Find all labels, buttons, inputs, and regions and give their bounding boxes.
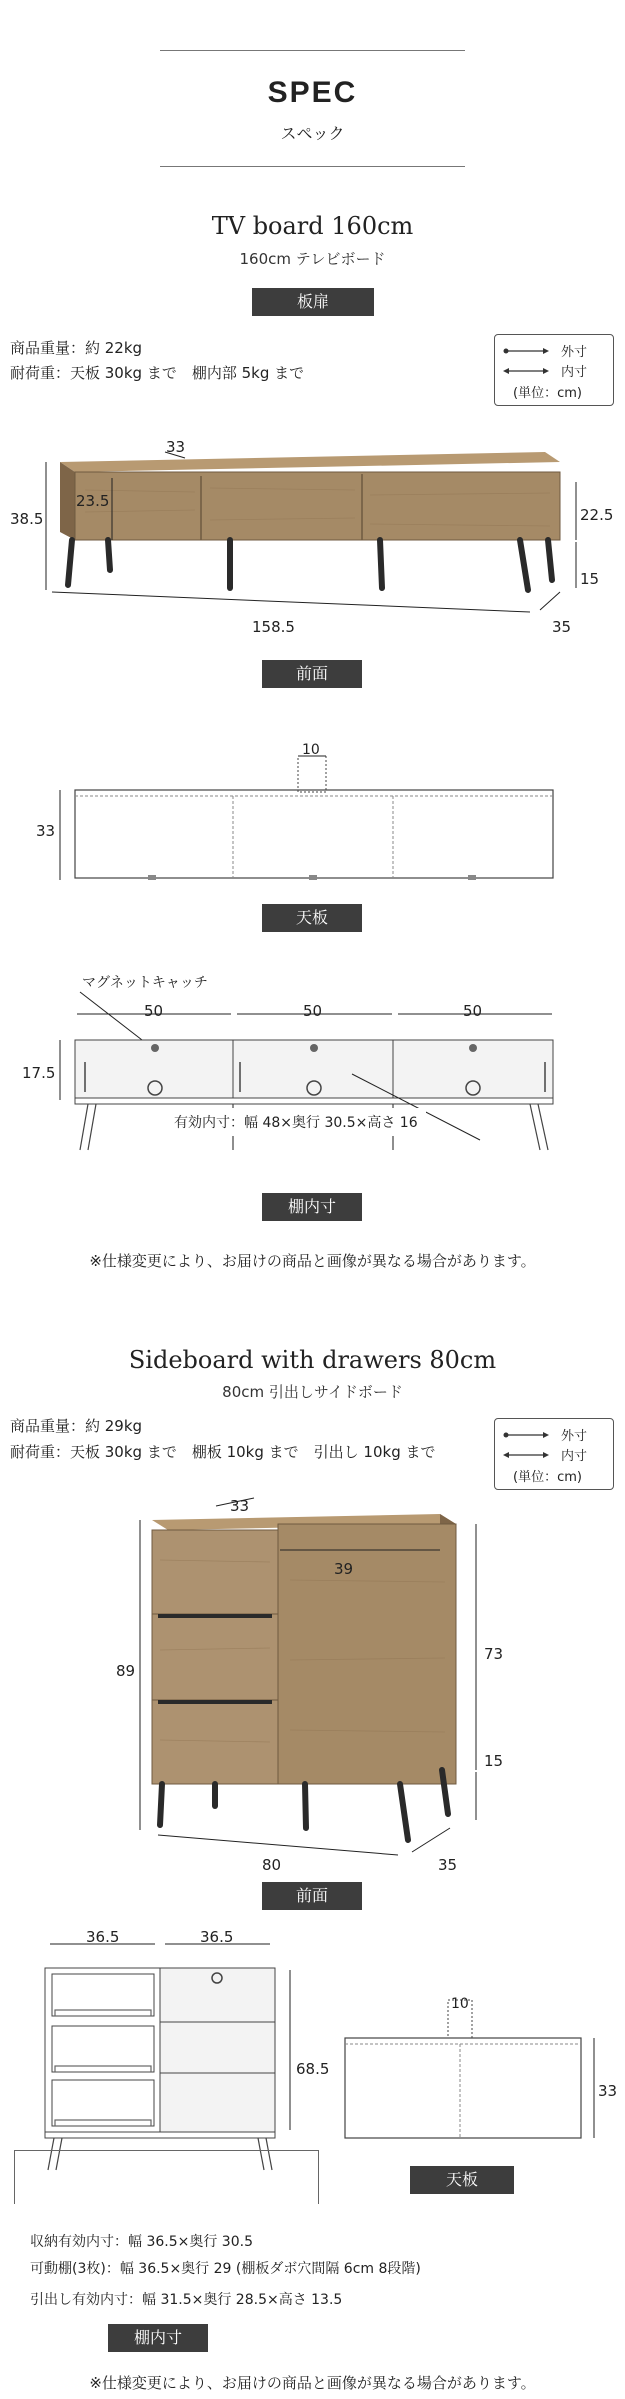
- tv-effective-size: 有効内寸：幅 48×奥行 30.5×高さ 16: [166, 1108, 426, 1136]
- tv-top-label: 天板: [262, 904, 362, 932]
- side-height-total: 89: [116, 1662, 136, 1680]
- tv-door-top: 33: [166, 438, 186, 456]
- inner-arrow-icon: [503, 1451, 553, 1459]
- side-footnote: ※仕様変更により、お届けの商品と画像が異なる場合があります。: [89, 2374, 536, 2392]
- legend-inner-row: [503, 361, 587, 380]
- legend-inner-label: 内寸: [561, 1449, 588, 1464]
- legend-outer-row: [503, 341, 587, 360]
- outer-arrow-icon: [503, 1431, 553, 1439]
- tv-height-total: 38.5: [10, 510, 44, 528]
- side-inner-label: 棚内寸: [108, 2324, 208, 2352]
- side-info-line-2: 可動棚(3枚)：幅 36.5×奥行 29 (棚板ダボ穴間隔 6cm 8段階): [30, 2261, 421, 2277]
- tv-footnote: ※仕様変更により、お届けの商品と画像が異なる場合があります。: [89, 1252, 536, 1270]
- tv-top-gap: 10: [302, 742, 320, 758]
- tv-front-illustration: [0, 440, 625, 640]
- legend-outer-label: 外寸: [561, 345, 588, 360]
- inner-arrow-icon: [503, 367, 553, 375]
- tv-height-door: 23.5: [76, 492, 110, 510]
- legend-unit: (単位：cm): [513, 386, 582, 401]
- side-leg-height: 15: [484, 1752, 504, 1770]
- side-front-illustration: [0, 1500, 625, 1880]
- tv-height-right: 22.5: [580, 506, 614, 524]
- legend-inner-label: 内寸: [561, 365, 588, 380]
- tv-legend: [494, 334, 614, 406]
- tv-weight: 商品重量：約 22kg: [10, 339, 143, 357]
- tv-inner-width-1: 50: [144, 1002, 164, 1020]
- side-depth: 35: [438, 1856, 458, 1874]
- side-door-width: 39: [334, 1560, 354, 1578]
- side-top-illustration: [0, 2000, 625, 2150]
- header-rule-bottom: [160, 166, 465, 167]
- legend-outer-row: [503, 1425, 587, 1444]
- side-width: 80: [262, 1856, 282, 1874]
- legend-outer-label: 外寸: [561, 1429, 588, 1444]
- side-top-gap: 10: [451, 1996, 469, 2012]
- side-top-label: 天板: [410, 2166, 514, 2194]
- tv-top-illustration: [0, 740, 625, 890]
- side-info-line-3: 引出し有効内寸：幅 31.5×奥行 28.5×高さ 13.5: [30, 2292, 343, 2308]
- tv-front-label: 前面: [262, 660, 362, 688]
- tv-inner-label: 棚内寸: [262, 1193, 362, 1221]
- side-subtitle: 80cm 引出しサイドボード: [222, 1383, 403, 1401]
- side-load: 耐荷重：天板 30kg まで 棚板 10kg まで 引出し 10kg まで: [10, 1443, 436, 1461]
- side-legend: [494, 1418, 614, 1490]
- tv-width: 158.5: [252, 618, 295, 636]
- tv-inner-height: 17.5: [22, 1064, 56, 1082]
- header-rule-top: [160, 50, 465, 51]
- side-info-frame: [14, 2150, 319, 2204]
- tv-door-label: 板扉: [252, 288, 374, 316]
- tv-inner-width-3: 50: [463, 1002, 483, 1020]
- side-weight: 商品重量：約 29kg: [10, 1417, 143, 1435]
- tv-depth: 35: [552, 618, 572, 636]
- outer-arrow-icon: [503, 347, 553, 355]
- side-inner-width-2: 36.5: [200, 1928, 234, 1946]
- side-top-depth: 33: [598, 2082, 618, 2100]
- side-title: Sideboard with drawers 80cm: [128, 1346, 497, 1374]
- side-info-line-1: 収納有効内寸：幅 36.5×奥行 30.5: [30, 2234, 253, 2250]
- side-inner-width-1: 36.5: [86, 1928, 120, 1946]
- legend-unit: (単位：cm): [513, 1470, 582, 1485]
- legend-inner-row: [503, 1445, 587, 1464]
- side-drawer-width: 33: [230, 1497, 250, 1515]
- tv-load: 耐荷重：天板 30kg まで 棚内部 5kg まで: [10, 364, 305, 382]
- side-upper-height: 73: [484, 1645, 504, 1663]
- side-inner-height: 68.5: [296, 2060, 330, 2078]
- tv-subtitle: 160cm テレビボード: [239, 250, 386, 268]
- tv-magnet-label: マグネットキャッチ: [82, 975, 208, 991]
- spec-subtitle: スペック: [280, 124, 345, 143]
- side-front-label: 前面: [262, 1882, 362, 1910]
- tv-inner-width-2: 50: [303, 1002, 323, 1020]
- spec-title: SPEC: [267, 76, 358, 109]
- tv-title: TV board 160cm: [211, 212, 414, 240]
- tv-leg-height: 15: [580, 570, 600, 588]
- tv-top-depth: 33: [36, 822, 56, 840]
